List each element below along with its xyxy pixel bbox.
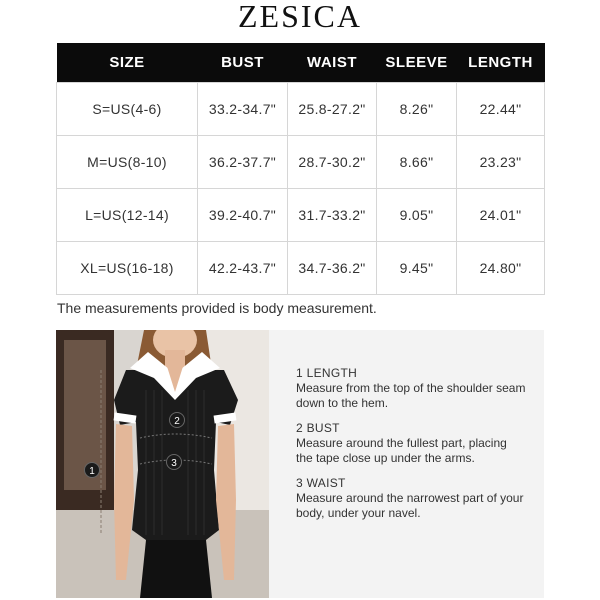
header-sleeve: SLEEVE xyxy=(377,43,457,83)
table-row xyxy=(57,242,545,295)
table-header-row xyxy=(57,43,545,83)
cell-length: 24.01" xyxy=(457,189,545,242)
instruction-title: 1 LENGTH xyxy=(296,366,358,380)
cell-waist: 28.7-30.2" xyxy=(288,136,377,189)
svg-text:3: 3 xyxy=(171,458,177,469)
cell-sleeve: 9.45" xyxy=(377,242,457,295)
cell-bust: 39.2-40.7" xyxy=(198,189,288,242)
cell-length: 24.80" xyxy=(457,242,545,295)
instruction-desc: Measure around the fullest part, placing the tape close up under the arms. xyxy=(296,436,507,465)
measurement-guide-panel xyxy=(56,330,544,598)
table-row xyxy=(57,189,545,242)
svg-text:2: 2 xyxy=(174,416,180,427)
cell-size: XL=US(16-18) xyxy=(57,242,198,295)
header-bust: BUST xyxy=(198,43,288,83)
cell-bust: 33.2-34.7" xyxy=(198,83,288,136)
model-photo xyxy=(56,330,269,598)
cell-size: S=US(4-6) xyxy=(57,83,198,136)
cell-size: M=US(8-10) xyxy=(57,136,198,189)
cell-sleeve: 8.66" xyxy=(377,136,457,189)
size-chart-table xyxy=(56,43,545,295)
cell-waist: 25.8-27.2" xyxy=(288,83,377,136)
cell-waist: 34.7-36.2" xyxy=(288,242,377,295)
cell-bust: 42.2-43.7" xyxy=(198,242,288,295)
measurement-instructions xyxy=(296,366,526,531)
instruction-title: 3 WAIST xyxy=(296,476,346,490)
svg-text:1: 1 xyxy=(89,466,95,477)
instruction-title: 2 BUST xyxy=(296,421,340,435)
measurement-note: The measurements provided is body measurement. xyxy=(57,300,377,316)
cell-bust: 36.2-37.7" xyxy=(198,136,288,189)
cell-waist: 31.7-33.2" xyxy=(288,189,377,242)
marker-1-icon xyxy=(84,462,100,478)
marker-2-icon xyxy=(169,412,185,428)
instruction-waist xyxy=(296,476,526,521)
table-row xyxy=(57,83,545,136)
cell-length: 23.23" xyxy=(457,136,545,189)
table-row xyxy=(57,136,545,189)
cell-sleeve: 9.05" xyxy=(377,189,457,242)
cell-length: 22.44" xyxy=(457,83,545,136)
cell-sleeve: 8.26" xyxy=(377,83,457,136)
cell-size: L=US(12-14) xyxy=(57,189,198,242)
marker-3-icon xyxy=(166,454,182,470)
header-length: LENGTH xyxy=(457,43,545,83)
instruction-desc: Measure around the narrowest part of your body, under your navel. xyxy=(296,491,524,520)
instruction-length xyxy=(296,366,526,411)
brand-logo: ZESICA xyxy=(238,0,362,34)
instruction-desc: Measure from the top of the shoulder seam down to the hem. xyxy=(296,381,526,410)
header-waist: WAIST xyxy=(288,43,377,83)
header-size: SIZE xyxy=(57,43,198,83)
instruction-bust xyxy=(296,421,526,466)
